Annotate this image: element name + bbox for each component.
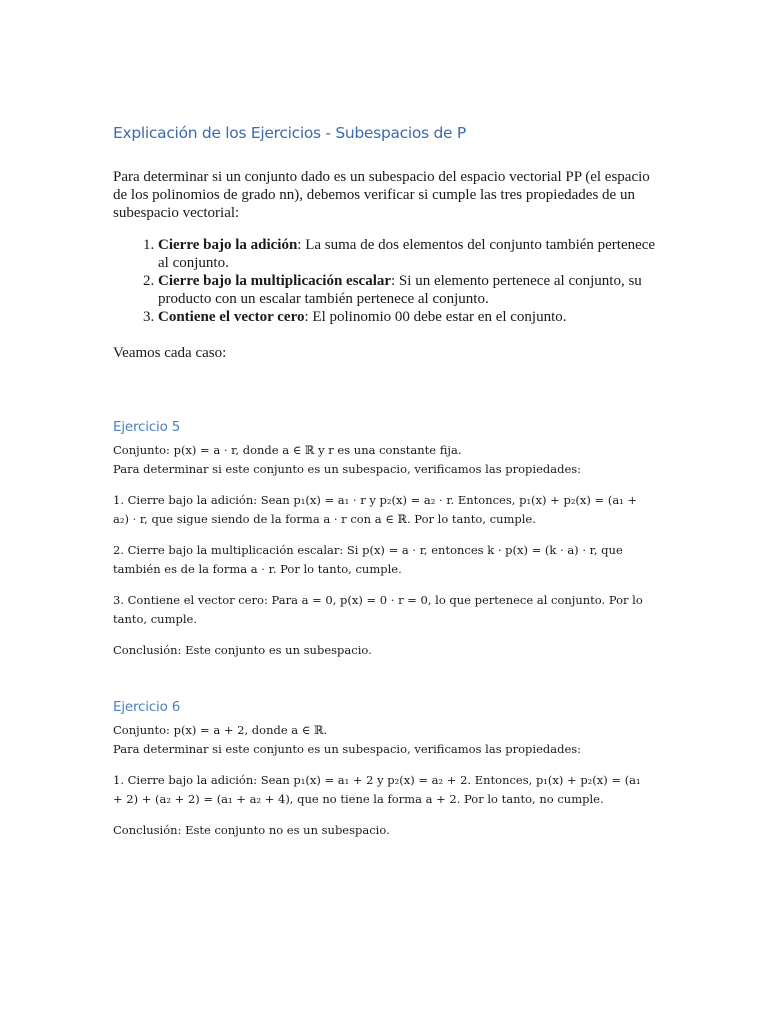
property-description: : La suma de dos elementos del conjunto también pertenece al conjunto. bbox=[158, 237, 656, 271]
property-item bbox=[158, 236, 658, 272]
intro-paragraph: Para determinar si un conjunto dado es un subespacio del espacio vectorial PP (el espacio de los polinomios de grado nn), debemos verificar si cumple las tres propiedades de un subespacio vectorial: bbox=[113, 169, 650, 221]
ejercicio5-conjunto: Conjunto: p(x) = a · r, donde a ∈ ℝ y r es una constante fija. bbox=[113, 443, 462, 457]
ejercicio6-body bbox=[113, 721, 653, 840]
property-item bbox=[158, 308, 658, 326]
property-name: Cierre bajo la multiplicación escalar bbox=[158, 273, 392, 289]
ejercicio5-property-2: 2. Cierre bajo la multiplicación escalar: Si p(x) = a · r, entonces k · p(x) = (k · a) · r, que también es de la forma a · r. Por lo tanto, cumple. bbox=[113, 543, 623, 576]
ejercicio6-intro: Para determinar si este conjunto es un subespacio, verificamos las propiedades: bbox=[113, 742, 582, 756]
ejercicio5-property-3: 3. Contiene el vector cero: Para a = 0, p(x) = 0 · r = 0, lo que pertenece al conjunto. Por lo tanto, cumple. bbox=[113, 593, 643, 626]
property-description: : El polinomio 00 debe estar en el conjunto. bbox=[304, 309, 567, 325]
ejercicio5-property-1: 1. Cierre bajo la adición: Sean p₁(x) = a₁ · r y p₂(x) = a₂ · r. Entonces, p₁(x) + p₂(x) = (a₁ + a₂) · r, que sigue siendo de la forma a · r con a ∈ ℝ. Por lo tanto, cumple. bbox=[113, 493, 638, 526]
property-description: : Si un elemento pertenece al conjunto, su producto con un escalar también pertenece al conjunto. bbox=[158, 273, 642, 307]
document-title: Explicación de los Ejercicios - Subespacios de P bbox=[113, 124, 466, 142]
property-name: Contiene el vector cero bbox=[158, 309, 305, 325]
ejercicio5-intro: Para determinar si este conjunto es un subespacio, verificamos las propiedades: bbox=[113, 462, 582, 476]
ejercicio6-property-1: 1. Cierre bajo la adición: Sean p₁(x) = a₁ + 2 y p₂(x) = a₂ + 2. Entonces, p₁(x) + p₂(x) = (a₁ + 2) + (a₂ + 2) = (a₁ + a₂ + 4), que no tiene la forma a + 2. Por lo tanto, no cumple. bbox=[113, 773, 641, 806]
properties-list bbox=[113, 236, 658, 326]
ejercicio6-conclusion: Conclusión: Este conjunto no es un subespacio. bbox=[113, 823, 390, 837]
property-name: Cierre bajo la adición bbox=[158, 237, 298, 253]
ejercicio6-conjunto: Conjunto: p(x) = a + 2, donde a ∈ ℝ. bbox=[113, 723, 328, 737]
ejercicio5-conclusion: Conclusión: Este conjunto es un subespacio. bbox=[113, 643, 372, 657]
ejercicio5-heading: Ejercicio 5 bbox=[113, 419, 181, 435]
property-item bbox=[158, 272, 658, 308]
intro-closing: Veamos cada caso: bbox=[113, 345, 227, 361]
intro-section bbox=[113, 168, 658, 362]
ejercicio5-body bbox=[113, 441, 653, 660]
ejercicio6-heading: Ejercicio 6 bbox=[113, 699, 181, 715]
